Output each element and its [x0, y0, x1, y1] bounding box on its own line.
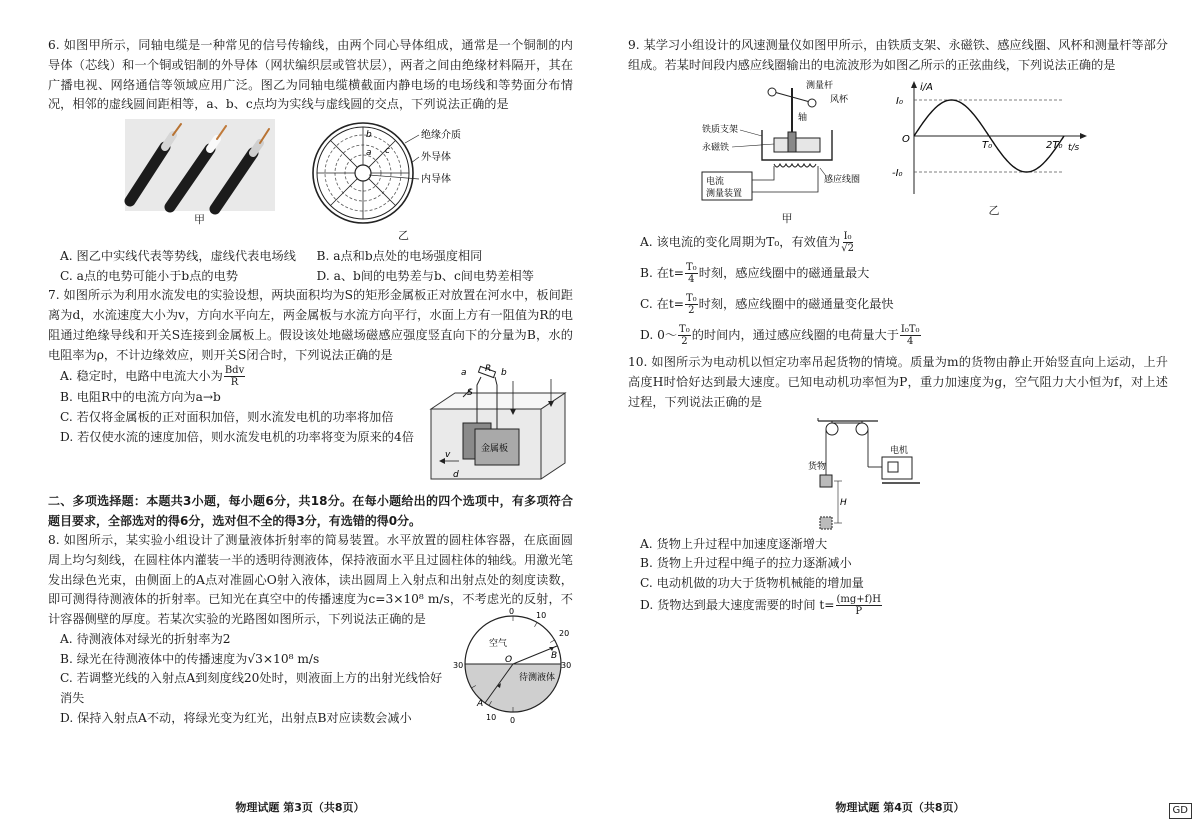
water-generator-figure [423, 365, 573, 492]
svg-text:O: O [902, 133, 910, 145]
svg-text:O: O [505, 654, 513, 665]
figure-label-yi: 乙 [398, 229, 409, 243]
question-6-options-row-2 [48, 267, 573, 287]
option-9b-fraction [685, 262, 698, 285]
option-8b[interactable]: B. 绿光在待测液体中的传播速度为√3×10⁸ m/s [60, 651, 320, 666]
svg-text:测量杆: 测量杆 [806, 80, 834, 91]
question-7-stem: 7. 如图所示为利用水流发电的实验设想，两块面积均为S的矩形金属板正对放置在河水中，板间距离为d，水流速度大小为v，方向水平向左，两金属板与水流方向平行，水面上方有一阻值为R的电阻通过绝缘导线和开关S连接到金属板上。假设该处地磁场磁感应强度竖直向下的分量为B，水的电阻率为ρ，不计边缘效应，则开关S闭合时，下列说法正确的是 [48, 288, 573, 362]
motor-hoist-diagram [808, 417, 928, 533]
option-9c-fraction [685, 293, 698, 316]
figure-label-jia: 甲 [194, 213, 205, 227]
svg-text:30: 30 [561, 660, 572, 670]
svg-text:S: S [467, 388, 473, 399]
anemometer-diagram [702, 80, 872, 210]
figure-label-jia-q9: 甲 [781, 211, 793, 225]
svg-text:t/s: t/s [1068, 142, 1080, 153]
option-9a-fraction [841, 231, 854, 254]
option-9c[interactable] [628, 293, 1168, 316]
question-10-figure [628, 417, 1168, 533]
svg-text:金属板: 金属板 [481, 444, 509, 455]
option-9d-middle: 的时间内，通过感应线圈的电荷量大于 [691, 328, 899, 343]
svg-text:电机: 电机 [890, 445, 909, 456]
option-9d-fraction-1 [678, 324, 691, 347]
cable-cross-section-figure [311, 119, 497, 245]
option-9a-text: A. 该电流的变化周期为T₀，有效值为 [640, 235, 841, 250]
gd-badge: GD [1169, 803, 1192, 819]
svg-text:内导体: 内导体 [420, 174, 451, 186]
svg-text:c: c [384, 146, 390, 157]
svg-text:电流: 电流 [706, 176, 725, 187]
svg-text:I₀: I₀ [896, 95, 903, 107]
anemometer-figure [702, 80, 872, 228]
svg-text:30: 30 [453, 660, 464, 670]
question-6-options-row-1 [48, 247, 573, 267]
option-6c[interactable]: C. a点的电势可能小于b点的电势 [60, 268, 238, 283]
fraction-numerator: T₀ [679, 324, 690, 336]
svg-text:外导体: 外导体 [420, 152, 451, 164]
refraction-figure [453, 606, 573, 731]
svg-text:永磁铁: 永磁铁 [702, 142, 730, 153]
cable-photo-figure [125, 119, 275, 245]
option-6a[interactable]: A. 图乙中实线代表等势线，虚线代表电场线 [60, 248, 296, 263]
section-multiple-choice-header: 二、多项选择题：本题共3小题，每小题6分，共18分。在每小题给出的四个选项中，有多项符合题目要求，全部选对的得6分，选对但不全的得3分，有选错的得0分。 [48, 494, 573, 528]
svg-text:待测液体: 待测液体 [519, 672, 556, 683]
fraction-numerator: I₀ [843, 231, 852, 243]
current-sine-chart [894, 80, 1094, 202]
svg-text:a: a [365, 148, 372, 159]
question-6-figures [48, 119, 573, 245]
option-7a-text: A. 稳定时，电路中电流大小为 [60, 369, 223, 384]
svg-text:b: b [365, 130, 372, 141]
fraction-numerator: T₀ [685, 293, 697, 305]
option-7c[interactable]: C. 若仅将金属板的正对面积加倍，则水流发电机的功率将加倍 [60, 410, 394, 425]
fraction-denominator: P [855, 605, 863, 617]
question-10-stem: 10. 如图所示为电动机以恒定功率吊起货物的情境。质量为m的货物由静止开始竖直向上运动，上升高度H时恰好达到最大速度。已知电动机功率恒为P，重力加速度为g，空气阻力大小恒为f，对上述过程，下列说法正确的是 [628, 355, 1168, 409]
option-9c-text: C. 在t= [640, 297, 684, 312]
svg-text:铁质支架: 铁质支架 [702, 124, 739, 135]
fraction-numerator: I₀T₀ [900, 324, 920, 336]
svg-text:-I₀: -I₀ [892, 167, 903, 179]
refraction-diagram [453, 606, 573, 724]
question-7 [48, 286, 573, 492]
question-6 [48, 36, 573, 286]
question-9-stem: 9. 某学习小组设计的风速测量仪如图甲所示，由铁质支架、永磁铁、感应线圈、风杯和测量杆等部分组成。若某时间段内感应线圈输出的电流波形为如图乙所示的正弦曲线，下列说法正确的是 [628, 38, 1168, 72]
option-9d-fraction-2 [900, 324, 921, 347]
svg-text:货物: 货物 [808, 461, 827, 472]
option-7d[interactable]: D. 若仅使水流的速度加倍，则水流发电机的功率将变为原来的4倍 [60, 430, 414, 444]
option-8d[interactable]: D. 保持入射点A不动，将绿光变为红光，出射点B对应读数会减小 [60, 711, 412, 725]
svg-text:R: R [485, 364, 492, 375]
fraction-numerator: T₀ [686, 262, 697, 274]
svg-text:感应线圈: 感应线圈 [824, 174, 861, 185]
coaxial-cable-photo [125, 119, 275, 211]
option-10c[interactable]: C. 电动机做的功大于货物机械能的增加量 [640, 576, 864, 591]
page-4-footer: 物理试题 第4页（共8页） [835, 801, 965, 815]
fraction-denominator: 4 [907, 336, 914, 348]
option-10d[interactable] [628, 594, 1168, 617]
svg-text:i/A: i/A [920, 81, 933, 93]
question-8-stem: 8. 如图所示，某实验小组设计了测量液体折射率的简易装置。水平放置的圆柱体容器，在底面圆周上均匀刻线，在圆柱体内灌装一半的透明待测液体，保持液面水平且过圆柱体的轴线。用激光笔发出绿色光束，由侧面上的A点对准圆心O射入液体，读出圆周上入射点和出射点处的刻度读数，即可测得待测液体的折射率。已知光在真空中的传播速度为c=3×10⁸ m/s，不考虑光的反射，不计容器侧壁的厚度。若某次实验的光路图如图所示，下列说法正确的是 [48, 533, 573, 627]
option-7b[interactable]: B. 电阻R中的电流方向为a→b [60, 390, 221, 405]
fraction-denominator: √2 [841, 243, 854, 255]
option-10a[interactable]: A. 货物上升过程中加速度逐渐增大 [640, 536, 828, 551]
svg-text:0: 0 [510, 715, 516, 725]
option-9c-suffix: 时刻，感应线圈中的磁通量变化最快 [698, 297, 894, 312]
question-9 [628, 36, 1168, 347]
exam-page-4 [600, 0, 1200, 831]
svg-text:B: B [551, 650, 558, 661]
option-9d[interactable] [628, 324, 1168, 347]
svg-text:轴: 轴 [798, 112, 808, 123]
question-6-stem: 6. 如图甲所示，同轴电缆是一种常见的信号传输线，由两个同心导体组成，通常是一个铜制的内导体（芯线）和一个铜或铝制的外导体（网状编织层或管状层），两者之间由绝缘材料隔开，其在广播电视、网络通信等领域应用广泛。图乙为同轴电缆横截面内静电场的电场线和等势面分布情况，相邻的虚线圆间距相等，a、b、c点均为实线与虚线圆的交点，下列说法正确的是 [48, 38, 573, 112]
option-9b[interactable] [628, 262, 1168, 285]
option-6d[interactable]: D. a、b间的电势差与b、c间电势差相等 [316, 268, 534, 283]
svg-text:H: H [840, 497, 847, 508]
svg-text:风杯: 风杯 [830, 94, 849, 105]
svg-text:10: 10 [486, 712, 497, 722]
figure-label-yi-q9: 乙 [988, 203, 1000, 217]
svg-text:0: 0 [509, 606, 515, 616]
right-column [628, 36, 1168, 617]
fraction-numerator: Bdv [224, 365, 245, 377]
fraction-denominator: 2 [681, 336, 688, 348]
svg-text:绝缘介质: 绝缘介质 [420, 130, 461, 142]
svg-text:v: v [445, 450, 451, 461]
svg-text:d: d [453, 470, 459, 481]
fraction-denominator: 2 [688, 305, 695, 317]
option-7a-fraction [224, 365, 245, 388]
svg-text:a: a [461, 368, 467, 379]
option-9b-text: B. 在t= [640, 266, 685, 281]
option-10b[interactable]: B. 货物上升过程中绳子的拉力逐渐减小 [640, 556, 852, 571]
cable-cross-section-diagram [311, 119, 497, 227]
fraction-denominator: R [230, 377, 239, 389]
svg-text:20: 20 [559, 628, 570, 638]
question-10 [628, 353, 1168, 617]
page-3-footer: 物理试题 第3页（共8页） [235, 801, 365, 815]
svg-text:A: A [477, 698, 484, 709]
svg-text:b: b [501, 368, 507, 379]
left-column [48, 36, 573, 731]
option-9d-text: D. 0～ [640, 328, 678, 343]
svg-text:测量装置: 测量装置 [706, 188, 743, 199]
option-9a[interactable] [628, 231, 1168, 254]
question-8 [48, 531, 573, 731]
water-generator-diagram [423, 365, 573, 485]
question-9-figures [628, 80, 1168, 228]
svg-text:10: 10 [536, 610, 547, 620]
option-10d-fraction [836, 594, 883, 617]
svg-text:2T₀: 2T₀ [1046, 139, 1063, 151]
fraction-numerator: (mg+f)H [836, 593, 882, 605]
option-8a[interactable]: A. 待测液体对绿光的折射率为2 [60, 631, 231, 646]
svg-text:空气: 空气 [489, 638, 508, 649]
option-6b[interactable]: B. a点和b点处的电场强度相同 [316, 248, 483, 263]
option-9b-suffix: 时刻，感应线圈中的磁通量最大 [698, 266, 870, 281]
sine-wave-figure [894, 80, 1094, 228]
option-8c[interactable]: C. 若调整光线的入射点A到刻度线20处时，则液面上方的出射光线恰好消失 [60, 671, 443, 706]
fraction-denominator: 4 [688, 274, 695, 286]
svg-text:T₀: T₀ [982, 139, 993, 151]
option-10d-text: D. 货物达到最大速度需要的时间 t= [640, 597, 835, 612]
